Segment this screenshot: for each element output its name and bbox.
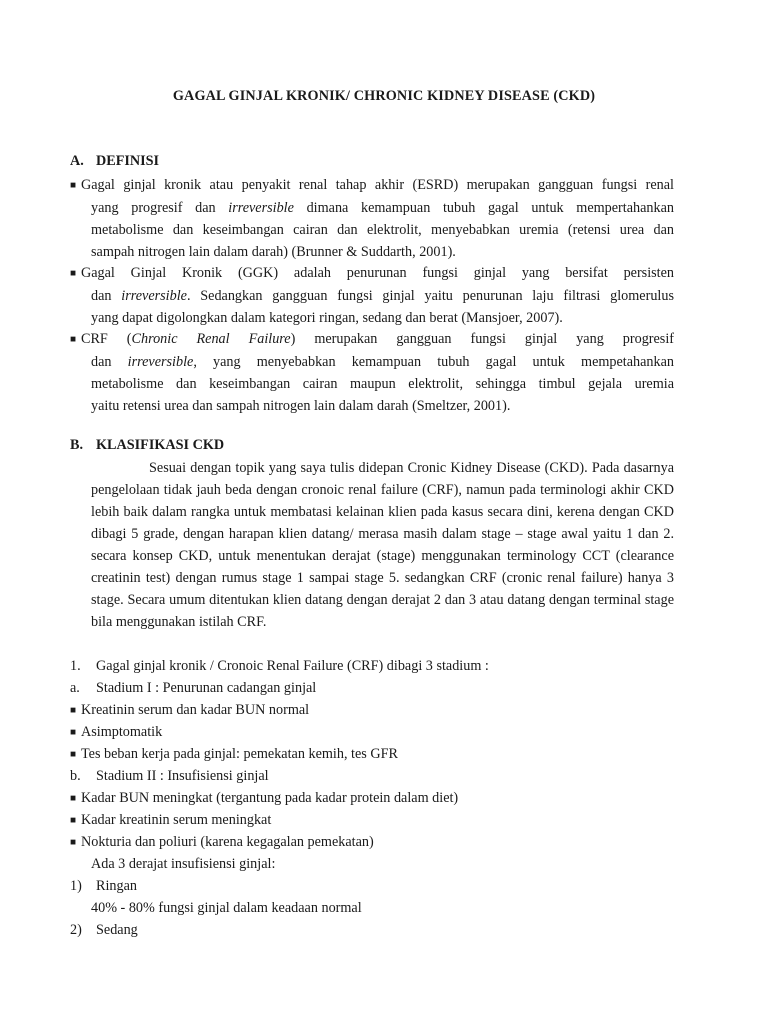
- bullet-icon: ■: [70, 837, 77, 848]
- list-item: [70, 743, 398, 766]
- list-letter: b.: [70, 768, 81, 784]
- text-line: CRF (: [81, 331, 132, 347]
- text-line: yang dapat digolongkan dalam kategori ringan, sedang dan berat (Mansjoer, 2007).: [91, 310, 563, 326]
- list-text: Stadium I : Penurunan cadangan ginjal: [96, 680, 317, 696]
- bullet-icon: ■: [70, 749, 77, 760]
- section-a-letter: A.: [70, 153, 84, 169]
- list-number: 2): [70, 922, 82, 938]
- bullet-icon: ■: [70, 268, 77, 279]
- list-text: Sedang: [96, 922, 138, 938]
- text-line: metabolisme dan keseimbangan cairan dan elektrolit, menyebabkan uremia (retensi urea dan: [91, 222, 674, 238]
- section-b-letter: B.: [70, 437, 84, 453]
- italic-term: irreversible: [228, 200, 294, 216]
- text-line: Gagal ginjal kronik atau penyakit renal tahap akhir (ESRD) merupakan gangguan fungsi renal: [81, 177, 674, 193]
- list-text: Gagal ginjal kronik / Cronoic Renal Failure (CRF) dibagi 3 stadium :: [96, 658, 489, 674]
- bullet-icon: ■: [70, 705, 77, 716]
- list-item: [70, 919, 138, 941]
- bullet-icon: ■: [70, 334, 77, 345]
- text-line: Gagal Ginjal Kronik (GGK) adalah penurunan fungsi ginjal yang bersifat persisten: [81, 265, 674, 281]
- list-item: [70, 677, 316, 699]
- text-line: sampah nitrogen lain dalam darah) (Brunner & Suddarth, 2001).: [91, 244, 456, 260]
- list-item: [70, 831, 374, 854]
- bullet-icon: ■: [70, 727, 77, 738]
- italic-term: irreversible: [121, 288, 187, 304]
- list-item: [70, 787, 458, 810]
- text-line: dimana kemampuan tubuh gagal untuk mempertahankan: [293, 200, 674, 216]
- text-line: yang progresif dan: [91, 200, 229, 216]
- list-text: Kreatinin serum dan kadar BUN normal: [81, 702, 310, 718]
- text-line: , yang menyebabkan kemampuan tubuh gagal untuk mempetahankan: [193, 354, 674, 370]
- list-note: 40% - 80% fungsi ginjal dalam keadaan normal: [91, 900, 362, 916]
- text-line: dan: [91, 354, 128, 370]
- list-item: [70, 655, 489, 677]
- list-text: Tes beban kerja pada ginjal: pemekatan kemih, tes GFR: [81, 746, 398, 762]
- definition-item-2: [70, 262, 674, 329]
- text-line: . Sedangkan gangguan fungsi ginjal yaitu penurunan laju filtrasi glomerulus: [186, 288, 674, 304]
- list-text: Kadar BUN meningkat (tergantung pada kadar protein dalam diet): [81, 790, 459, 806]
- section-a-title: DEFINISI: [96, 153, 160, 169]
- list-text: Asimptomatik: [81, 724, 163, 740]
- list-note: Ada 3 derajat insufisiensi ginjal:: [91, 856, 276, 872]
- list-letter: a.: [70, 680, 80, 696]
- list-text: Nokturia dan poliuri (karena kegagalan pemekatan): [81, 834, 374, 850]
- list-item: [70, 765, 269, 787]
- text-line: dan: [91, 288, 122, 304]
- section-a-heading: [70, 153, 159, 170]
- italic-term: irreversible: [127, 354, 194, 370]
- section-b-title: KLASIFIKASI CKD: [96, 437, 225, 453]
- definition-item-1: [70, 174, 674, 263]
- page-title: GAGAL GINJAL KRONIK/ CHRONIC KIDNEY DISEASE (CKD): [172, 88, 596, 104]
- list-item: [70, 809, 271, 832]
- bullet-icon: ■: [70, 815, 77, 826]
- list-item: [70, 721, 162, 744]
- text-line: ) merupakan gangguan fungsi ginjal yang progresif: [290, 331, 674, 347]
- list-item: [70, 699, 309, 722]
- list-text: Kadar kreatinin serum meningkat: [81, 812, 272, 828]
- list-item: [70, 875, 137, 897]
- bullet-icon: ■: [70, 180, 77, 191]
- klasifikasi-paragraph: Sesuai dengan topik yang saya tulis didepan Cronic Kidney Disease (CKD). Pada dasarnya pengelolaan tidak jauh beda dengan cronoic renal failure (CRF), namun pada terminologi akhir CKD lebih baik dalam rangka untuk membatasi kelainan klien pada kasus secara dini, kerena dengan CKD dibagi 5 grade, dengan harapan klien datang/ merasa masih dalam stage – stage awal yaitu 1 dan 2. secara konsep CKD, untuk menentukan derajat (stage) menggunakan terminology CCT (clearance creatinin test) dengan rumus stage 1 sampai stage 5. sedangkan CRF (cronic renal failure) hanya 3 stage. Secara umum ditentukan klien datang dengan derajat 2 dan 3 atau datang dengan terminal stage bila menggunakan istilah CRF.: [91, 460, 674, 630]
- definition-item-3: [70, 328, 674, 417]
- list-text: Ringan: [96, 878, 137, 894]
- section-b-heading: [70, 437, 224, 454]
- list-number: 1): [70, 878, 82, 894]
- text-line: metabolisme dan keseimbangan cairan maupun elektrolit, sehingga timbul gejala uremia: [91, 376, 674, 392]
- list-text: Stadium II : Insufisiensi ginjal: [96, 768, 269, 784]
- list-number: 1.: [70, 658, 81, 674]
- italic-term: Chronic Renal Failure: [131, 331, 291, 347]
- text-line: yaitu retensi urea dan sampah nitrogen lain dalam darah (Smeltzer, 2001).: [91, 398, 511, 414]
- bullet-icon: ■: [70, 793, 77, 804]
